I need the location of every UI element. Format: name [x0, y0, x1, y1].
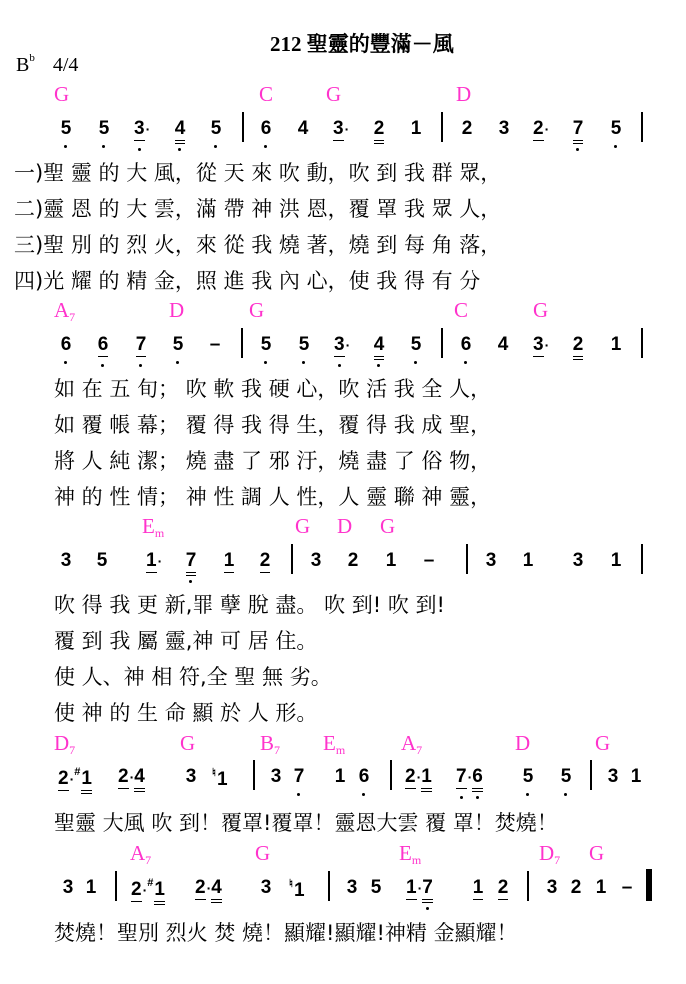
chord: G: [180, 731, 196, 755]
hymn-title: 212 聖靈的豐滿－風: [270, 32, 454, 56]
barline: [527, 871, 529, 901]
note: 3: [546, 877, 558, 898]
note: 2: [371, 118, 387, 144]
chord: $A_7$: [54, 298, 76, 324]
barline: [390, 760, 392, 790]
note: 5: [210, 118, 222, 139]
note: 1: [522, 550, 534, 571]
note: 5: [610, 118, 622, 139]
note: 1: [410, 118, 422, 139]
chord: G: [295, 514, 311, 538]
refrain-lyric-line-2: 焚燒！聖別 烈火 焚 燒！顯耀!顯耀!神精 金顯耀！: [54, 921, 518, 945]
lyric-line-verse-3: 將 人 純 潔； 燒 盡 了 邪 汙，燒 盡 了 俗 物，: [54, 449, 492, 473]
note: 5: [96, 550, 108, 571]
note: 2·4: [195, 877, 222, 903]
note: 2: [570, 334, 586, 360]
note: 2·#1: [131, 877, 165, 905]
key-signature: [16, 52, 78, 77]
chord: $B_7$: [260, 731, 281, 757]
chord: G: [380, 514, 396, 538]
note: 2: [461, 118, 473, 139]
note: 5: [370, 877, 382, 898]
note: 5: [560, 766, 572, 787]
note: 3: [310, 550, 322, 571]
note: 3: [270, 766, 282, 787]
note: 4: [297, 118, 309, 139]
lyric-line-verse-2: 覆 到 我 屬 靈,神 可 居 住。: [54, 629, 318, 653]
note: 4: [497, 334, 509, 355]
note: 3: [346, 877, 358, 898]
note: 2: [347, 550, 359, 571]
note: ♮1: [289, 878, 305, 901]
chord: G: [255, 841, 271, 865]
note: 3: [62, 877, 74, 898]
chord: D: [515, 731, 531, 755]
key-note: B: [16, 54, 30, 76]
barline: [641, 544, 643, 574]
note: 5: [522, 766, 534, 787]
refrain-lyric-line-1: 聖靈 大風 吹 到！覆罩!覆罩！靈恩大雲 覆 罩！焚燒！: [54, 811, 558, 835]
note: 2: [570, 877, 582, 898]
note: 5: [60, 118, 72, 139]
note: 3: [498, 118, 510, 139]
note: 4: [371, 334, 387, 360]
note: 2: [259, 550, 271, 571]
note: 1: [223, 550, 235, 571]
note: 1·7: [406, 877, 433, 903]
barline: [441, 328, 443, 358]
note: 5: [298, 334, 310, 355]
note: 1: [610, 550, 622, 571]
note: 1: [472, 877, 484, 898]
lyric-line-verse-1: 一)聖 靈 的 大 風，從 天 來 吹 動，吹 到 我 群 眾，: [14, 161, 502, 185]
chord: G: [249, 298, 265, 322]
note: 1: [595, 877, 607, 898]
note: 3·: [333, 118, 350, 139]
note: 1: [334, 766, 346, 787]
note: 1·: [146, 550, 163, 571]
note: –: [621, 877, 633, 898]
note: 6: [260, 118, 272, 139]
note: –: [209, 334, 221, 355]
chord: G: [54, 82, 70, 106]
chord: D: [337, 514, 353, 538]
note: 5: [410, 334, 422, 355]
chord: G: [589, 841, 605, 865]
lyric-line-verse-2: 二)靈 恩 的 大 雲，滿 帶 神 洪 恩，覆 罩 我 眾 人，: [14, 197, 502, 221]
lyric-line-verse-4: 四)光 耀 的 精 金，照 進 我 內 心，使 我 得 有 分: [14, 269, 481, 293]
note: 3: [485, 550, 497, 571]
chord: $E_m$: [399, 841, 422, 867]
lyric-line-verse-3: 使 人、神 相 符,全 聖 無 劣。: [54, 665, 332, 689]
note: 3·: [334, 334, 351, 355]
note: 2·4: [118, 766, 145, 792]
note: 7·6: [456, 766, 483, 792]
note: 3·: [134, 118, 151, 139]
lyric-line-verse-1: 如 在 五 旬； 吹 軟 我 硬 心，吹 活 我 全 人，: [54, 377, 492, 401]
chord: G: [595, 731, 611, 755]
barline: [441, 112, 443, 142]
note: 7: [135, 334, 147, 355]
barline: [590, 760, 592, 790]
barline: [291, 544, 293, 574]
note: 6: [358, 766, 370, 787]
note: 1: [385, 550, 397, 571]
barline: [253, 760, 255, 790]
note: 7: [570, 118, 586, 144]
barline: [641, 112, 643, 142]
note: 1: [610, 334, 622, 355]
note: 3: [60, 550, 72, 571]
note: 7: [183, 550, 199, 576]
lyric-line-verse-2: 如 覆 帳 幕； 覆 得 我 得 生，覆 得 我 成 聖，: [54, 413, 492, 437]
barline: [641, 328, 643, 358]
note: 2·1: [405, 766, 432, 792]
flat-sign: b: [29, 52, 35, 64]
note: 2·: [533, 118, 550, 139]
note: 3: [185, 766, 197, 787]
chord: C: [259, 82, 274, 106]
note: 6: [60, 334, 72, 355]
note: 3: [607, 766, 619, 787]
note: 6: [97, 334, 109, 355]
chord: D: [456, 82, 472, 106]
chord: D: [169, 298, 185, 322]
chord: G: [326, 82, 342, 106]
note: 5: [172, 334, 184, 355]
barline: [241, 328, 243, 358]
note: 2: [497, 877, 509, 898]
lyric-line-verse-1: 吹 得 我 更 新,罪 孽 脫 盡。 吹 到! 吹 到!: [54, 593, 445, 617]
note: 4: [172, 118, 188, 144]
note: 7: [293, 766, 305, 787]
barline: [115, 871, 117, 901]
time-signature: 4/4: [52, 54, 79, 76]
note: 5: [98, 118, 110, 139]
chord: $E_m$: [323, 731, 346, 757]
final-barline: [646, 869, 652, 901]
barline: [328, 871, 330, 901]
chord: G: [533, 298, 549, 322]
lyric-line-verse-3: 三)聖 別 的 烈 火，來 從 我 燒 著，燒 到 每 角 落，: [14, 233, 502, 257]
lyric-line-verse-4: 神 的 性 情； 神 性 調 人 性，人 靈 聯 神 靈，: [54, 485, 492, 509]
chord: $A_7$: [130, 841, 152, 867]
note: 1: [630, 766, 642, 787]
barline: [466, 544, 468, 574]
note: ♮1: [212, 767, 228, 790]
note: 5: [260, 334, 272, 355]
note: –: [423, 550, 435, 571]
chord: C: [454, 298, 469, 322]
chord: $D_7$: [54, 731, 76, 757]
lyric-line-verse-4: 使 神 的 生 命 顯 於 人 形。: [54, 701, 318, 725]
note: 6: [460, 334, 472, 355]
note: 2·#1: [58, 766, 92, 794]
chord: $A_7$: [401, 731, 423, 757]
chord: $D_7$: [539, 841, 561, 867]
chord: $E_m$: [142, 514, 165, 540]
note: 3: [260, 877, 272, 898]
note: 3: [572, 550, 584, 571]
note: 1: [85, 877, 97, 898]
barline: [242, 112, 244, 142]
note: 3·: [533, 334, 550, 355]
